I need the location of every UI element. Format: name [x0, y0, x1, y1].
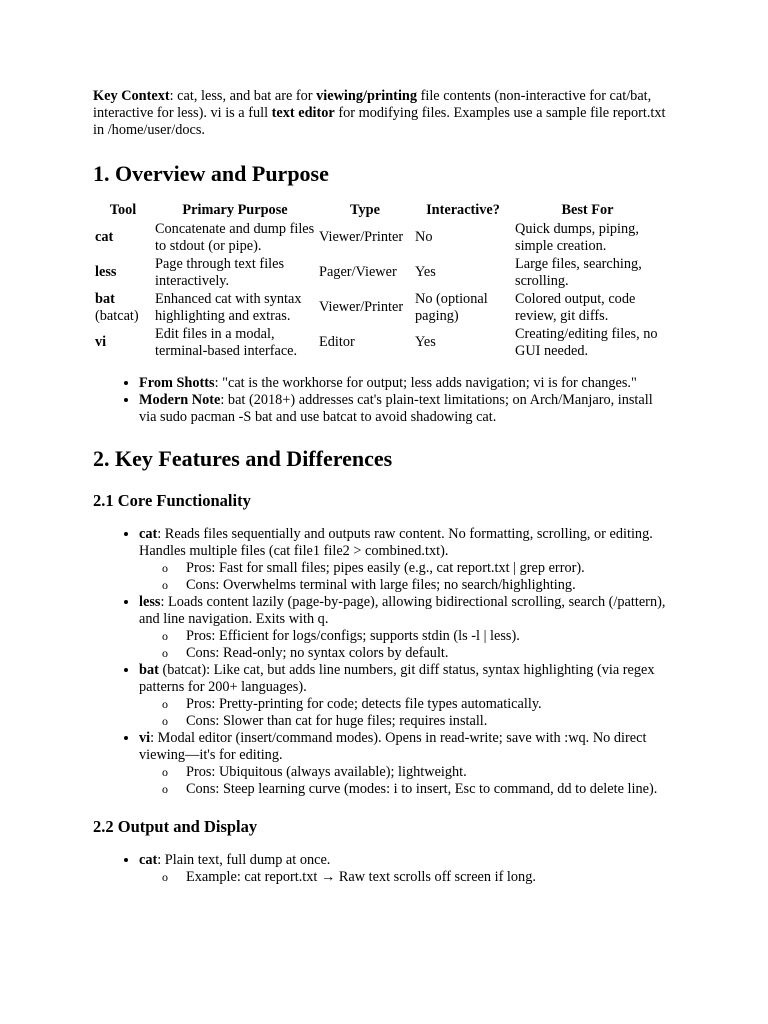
type-cell: Viewer/Printer	[319, 229, 404, 245]
table-header-cell: Interactive?	[426, 202, 500, 218]
note-text: : "cat is the workhorse for output; less adds navigation; vi is for changes."	[214, 375, 637, 391]
tool-cell	[93, 220, 153, 255]
interactive-cell: No	[415, 229, 433, 245]
table-row	[93, 220, 662, 255]
tool-name: less	[95, 264, 117, 280]
type-cell: Editor	[319, 334, 355, 350]
tool-cell	[93, 290, 153, 325]
interactive-cell: No (optional paging)	[415, 290, 488, 324]
type-cell: Pager/Viewer	[319, 264, 397, 280]
key-context-label: Key Context	[93, 88, 170, 104]
table-row	[93, 290, 662, 325]
list-item: o Cons: Read-only; no syntax colors by default.	[186, 645, 673, 662]
tool-cell	[93, 255, 153, 290]
list-item: o Cons: Steep learning curve (modes: i to insert, Esc to command, dd to delete line).	[186, 781, 673, 798]
tool-name: cat	[95, 229, 114, 245]
subsection-heading-output: 2.2 Output and Display	[93, 817, 258, 836]
list-item	[139, 594, 673, 662]
intro-text: : cat, less, and bat are for	[169, 88, 317, 104]
list-item: o Pros: Efficient for logs/configs; supports stdin (ls -l | less).	[186, 628, 673, 645]
table-header-row	[93, 201, 662, 220]
list-item	[139, 730, 673, 798]
pros-cons-list	[139, 764, 673, 798]
list-item	[139, 526, 673, 594]
pros-cons-list	[139, 628, 673, 662]
list-item	[139, 662, 673, 730]
list-item: o Cons: Slower than cat for huge files; requires install.	[186, 713, 673, 730]
overview-table	[93, 201, 662, 360]
table-row	[93, 255, 662, 290]
note-label: Modern Note	[139, 392, 221, 408]
tool-alias: (batcat)	[95, 307, 139, 324]
purpose-cell: Page through text files interactively.	[155, 255, 285, 289]
list-item	[139, 392, 673, 426]
list-item: o Pros: Ubiquitous (always available); lightweight.	[186, 764, 673, 781]
tool-label: cat	[139, 852, 158, 868]
item-text: (batcat): Like cat, but adds line numbers, git diff status, syntax highlighting (via regex patterns for 200+ languages).	[139, 662, 655, 695]
list-item: o Pros: Pretty-printing for code; detects file types automatically.	[186, 696, 673, 713]
list-item	[139, 375, 673, 392]
list-item: o Cons: Overwhelms terminal with large files; no search/highlighting.	[186, 577, 673, 594]
intro-text: file contents (non-interactive for cat/bat, interactive for less). vi is a full	[93, 88, 652, 121]
list-item: o Example: cat report.txt → Raw text scrolls off screen if long.	[186, 869, 673, 886]
interactive-cell: Yes	[415, 264, 436, 280]
interactive-cell: Yes	[415, 334, 436, 350]
document-page	[93, 88, 673, 886]
output-display-list	[93, 852, 673, 886]
table-row	[93, 325, 662, 360]
tool-cell	[93, 325, 153, 360]
item-text: : Modal editor (insert/command modes). Opens in read-write; save with :wq. No direct viewing—it's for editing.	[139, 730, 647, 763]
section-heading-features: 2. Key Features and Differences	[93, 446, 393, 471]
tool-label: less	[139, 594, 161, 610]
item-text: : Loads content lazily (page-by-page), allowing bidirectional scrolling, search (/pattern), and line navigation. Exits with q.	[139, 594, 666, 627]
intro-bold-viewing: viewing/printing	[316, 88, 418, 104]
item-text: : Reads files sequentially and outputs raw content. No formatting, scrolling, or editing. Handles multiple files (cat file1 file2 > combined.txt).	[139, 526, 653, 559]
purpose-cell: Enhanced cat with syntax highlighting and extras.	[155, 290, 302, 324]
intro-bold-editor: text editor	[271, 105, 335, 121]
item-text: : Plain text, full dump at once.	[157, 852, 331, 868]
type-cell: Viewer/Printer	[319, 299, 404, 315]
note-text: : bat (2018+) addresses cat's plain-text limitations; on Arch/Manjaro, install via sudo pacman -S bat and use batcat to avoid shadowing cat.	[139, 392, 653, 425]
overview-notes-list	[93, 375, 673, 426]
table-header-cell: Primary Purpose	[182, 202, 288, 218]
best-for-cell: Colored output, code review, git diffs.	[515, 290, 636, 324]
best-for-cell: Creating/editing files, no GUI needed.	[515, 325, 658, 359]
note-label: From Shotts	[139, 375, 215, 391]
subsection-heading-core: 2.1 Core Functionality	[93, 491, 251, 510]
intro-text: for modifying files. Examples use a sample file report.txt in /home/user/docs.	[93, 105, 666, 138]
pros-cons-list	[139, 560, 673, 594]
core-functionality-list	[93, 526, 673, 798]
tool-name: vi	[95, 334, 107, 350]
key-context-paragraph	[93, 88, 673, 139]
table-header-cell: Best For	[561, 202, 614, 218]
list-item	[139, 852, 673, 886]
table-header-cell: Type	[350, 202, 380, 218]
section-heading-overview: 1. Overview and Purpose	[93, 161, 329, 186]
tool-label: vi	[139, 730, 151, 746]
table-header-cell: Tool	[109, 202, 137, 218]
tool-label: cat	[139, 526, 158, 542]
tool-name: bat	[95, 290, 115, 307]
best-for-cell: Quick dumps, piping, simple creation.	[515, 220, 639, 254]
purpose-cell: Edit files in a modal, terminal-based interface.	[155, 325, 298, 359]
list-item: o Pros: Fast for small files; pipes easily (e.g., cat report.txt | grep error).	[186, 560, 673, 577]
pros-cons-list	[139, 696, 673, 730]
best-for-cell: Large files, searching, scrolling.	[515, 255, 642, 289]
tool-label: bat	[139, 662, 159, 678]
purpose-cell: Concatenate and dump files to stdout (or pipe).	[155, 220, 315, 254]
example-list	[139, 869, 673, 886]
